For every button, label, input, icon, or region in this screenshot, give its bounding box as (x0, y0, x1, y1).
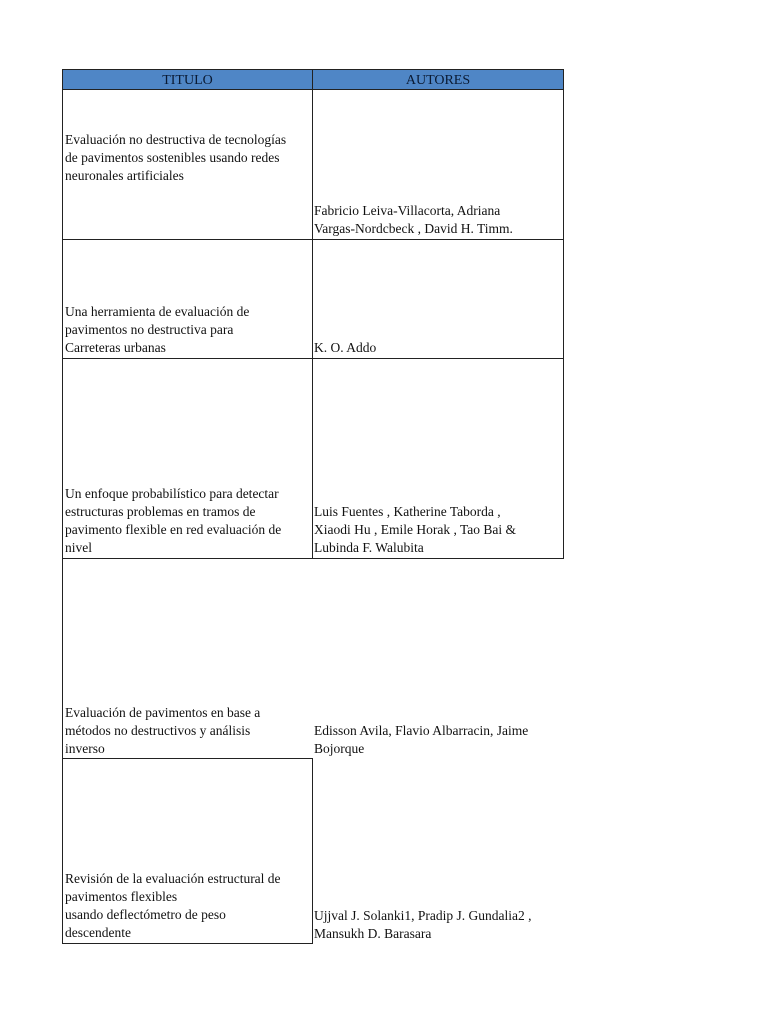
table-cell-title (62, 90, 313, 240)
authors-text: Ujjval J. Solanki1, Pradip J. Gundalia2 , Mansukh D. Barasara (314, 908, 532, 941)
title-text: Una herramienta de evaluación de pavimentos no destructiva para Carreteras urbanas (65, 304, 250, 355)
table-cell-title (62, 758, 313, 944)
authors-text: Luis Fuentes , Katherine Taborda , Xiaodi Hu , Emile Horak , Tao Bai & Lubinda F. Walubita (314, 504, 517, 555)
authors-text: Edisson Avila, Flavio Albarracin, Jaime Bojorque (314, 723, 529, 756)
title-text: Evaluación de pavimentos en base a métodos no destructivos y análisis inverso (65, 705, 261, 756)
table-cell-title (62, 559, 313, 759)
table-cell-authors (312, 90, 564, 240)
header-autores: AUTORES (312, 69, 564, 90)
authors-text: K. O. Addo (314, 340, 377, 355)
table-cell-authors (312, 758, 564, 944)
table-cell-title (62, 240, 313, 359)
title-text: Evaluación no destructiva de tecnologías de pavimentos sostenibles usando redes neuronales artificiales (65, 131, 287, 183)
title-text: Un enfoque probabilístico para detectar estructuras problemas en tramos de pavimento flexible en red evaluación de nivel (65, 486, 282, 555)
table-cell-authors (312, 559, 564, 759)
header-titulo: TITULO (62, 69, 313, 90)
table-cell-authors (312, 240, 564, 359)
authors-text: Fabricio Leiva-Villacorta, Adriana Vargas-Nordcbeck , David H. Timm. (314, 203, 513, 236)
title-text: Revisión de la evaluación estructural de pavimentos flexibles usando deflectómetro de peso descendente (65, 871, 281, 940)
table-cell-authors (312, 359, 564, 559)
table-cell-title (62, 359, 313, 559)
